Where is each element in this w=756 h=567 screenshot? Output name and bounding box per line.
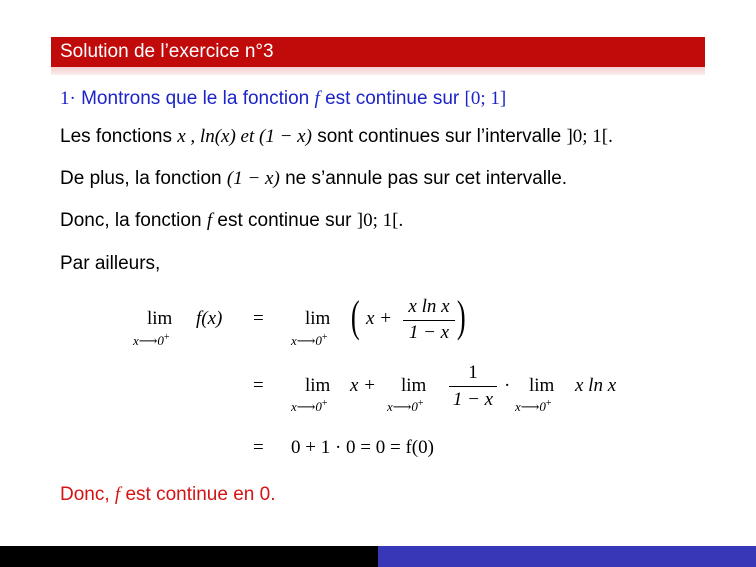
row1-lim-sup: + [163,332,170,343]
continuity-var: f [206,210,213,231]
row1-lim-sub [133,332,170,349]
row1-paren-open: ( [350,292,360,341]
row1-left: f(x) [196,308,223,329]
step-text2: est continue sur [325,88,460,109]
step-text: Montrons que le la fonction [81,88,310,109]
row2-lim2-sub [387,398,424,415]
row2-a: x + [350,375,377,396]
row2-dot: · [504,375,511,396]
row2-lim2-sup: + [417,398,424,409]
row1-num: x ln x [408,296,450,317]
moreover-text: Par ailleurs, [60,253,161,274]
row1-equals: = [253,308,264,329]
functions-text2: sont continues sur l’intervalle [317,126,562,147]
functions-interval: ]0; 1[. [566,126,613,147]
row2-lim1-var: x⟶0 [291,399,322,414]
nonzero-text1: De plus, la fonction [60,168,222,189]
row2-lim2: lim [401,375,427,396]
row3-expression: 0 + 1 · 0 = 0 = f(0) [291,437,434,458]
row1-lim2-sub [291,332,328,349]
row1-lim2-var: x⟶0 [291,333,322,348]
row2-lim1-sub [291,398,328,415]
row2-lim3-sub [515,398,552,415]
row2-frac-bar [449,386,497,387]
step-line [60,88,506,110]
row2-lim1: lim [305,375,331,396]
nonzero-math: (1 − x) [226,168,280,189]
continuity-line [60,210,403,232]
row2-equals: = [253,375,264,396]
conclusion-var: f [114,484,121,505]
row3-equals: = [253,437,264,458]
frame-title-shadow [51,67,705,75]
row1-frac-bar [403,320,455,321]
step-interval: [0; 1] [464,88,507,109]
row1-plus: x + [366,308,393,329]
functions-line [60,126,613,148]
row2-lim2-var: x⟶0 [387,399,418,414]
footer-bar-right [378,546,756,567]
conclusion-text2: est continue en 0. [125,484,276,505]
nonzero-line [60,168,567,190]
row1-lim2-sup: + [321,332,328,343]
step-number: 1· [60,88,76,109]
row2-lim3-var: x⟶0 [515,399,546,414]
continuity-interval: ]0; 1[. [356,210,404,231]
functions-math: x , ln(x) et (1 − x) [177,126,312,147]
functions-text1: Les fonctions [60,126,172,147]
row1-lim-var: x⟶0 [133,333,164,348]
conclusion-text1: Donc, [60,484,110,505]
row2-den: 1 − x [452,389,494,410]
row2-num: 1 [468,362,478,383]
row1-lim: lim [147,308,173,329]
continuity-text1: Donc, la fonction [60,210,202,231]
moreover-line [60,253,160,275]
step-var: f [314,88,320,109]
row2-lim1-sup: + [321,398,328,409]
conclusion-line [60,484,275,506]
continuity-text2: est continue sur [217,210,352,231]
row1-paren-close: ) [456,292,466,341]
frame-title: Solution de l’exercice n°3 [51,37,705,67]
row2-lim3: lim [529,375,555,396]
row1-lim2: lim [305,308,331,329]
footer-bar-left [0,546,378,567]
row2-b: x ln x [575,375,617,396]
row2-lim3-sup: + [545,398,552,409]
nonzero-text2: ne s’annule pas sur cet intervalle. [285,168,568,189]
row1-den: 1 − x [408,322,450,343]
